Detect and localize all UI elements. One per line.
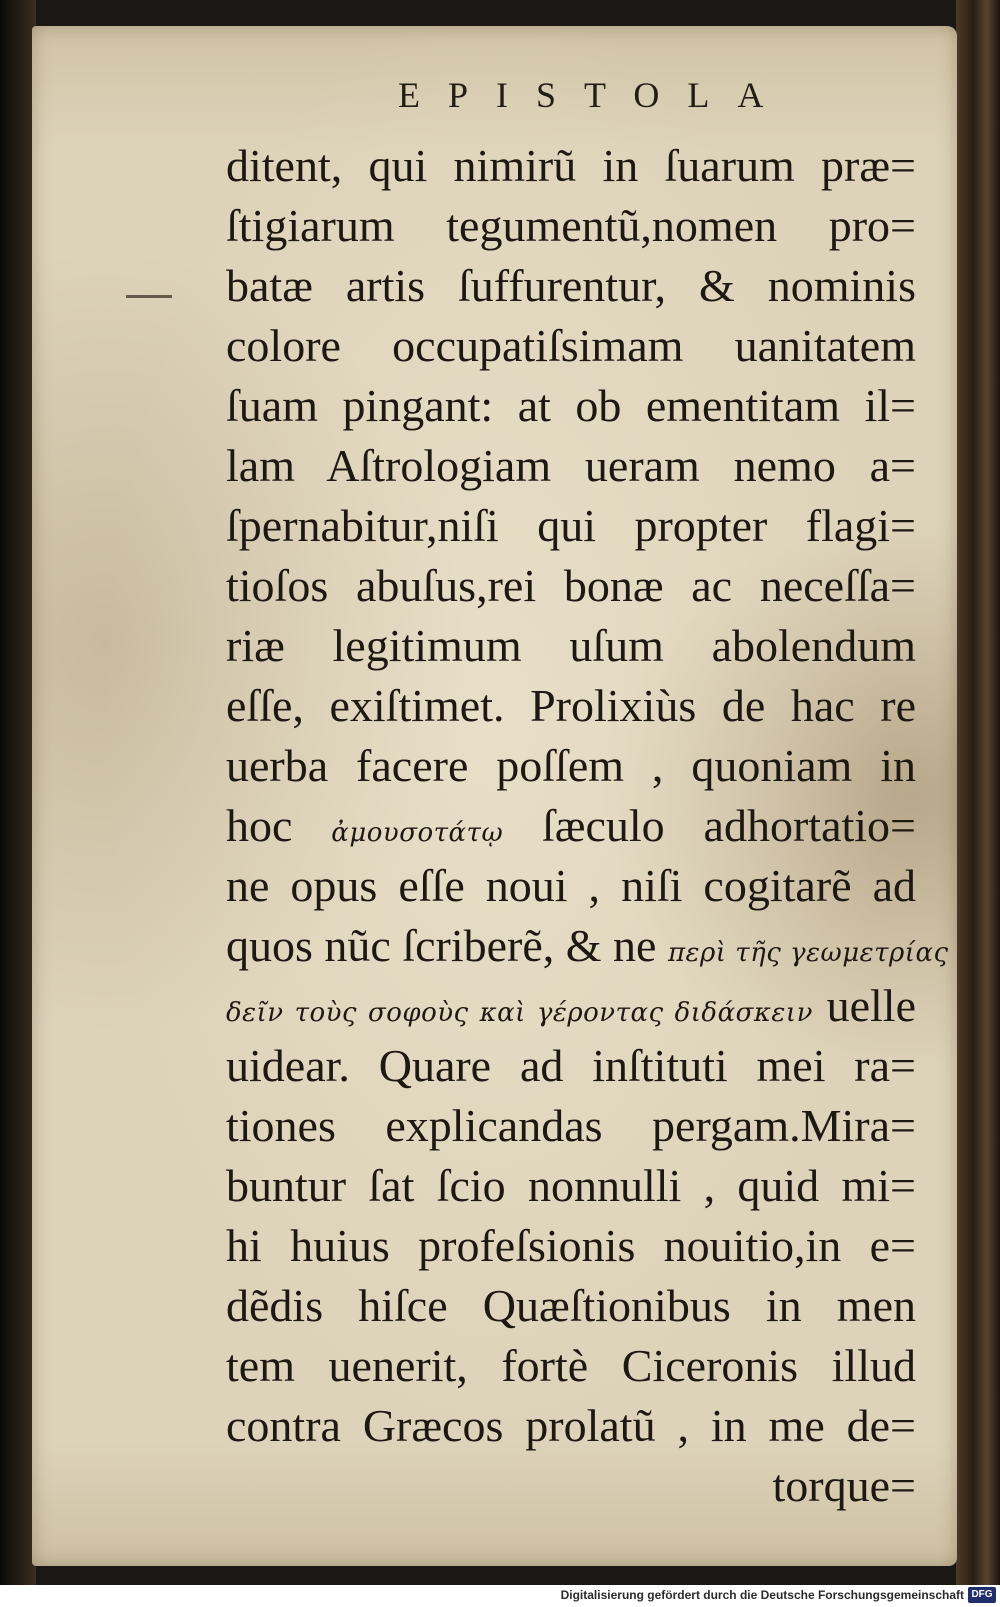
line-14-latin: quos nũc ſcriberẽ, & ne xyxy=(226,920,657,971)
digitization-footer xyxy=(0,1585,1000,1607)
text-line-5: ſuam pingant: at ob ementitam il= xyxy=(226,380,916,431)
line-15-latin: uelle xyxy=(826,980,917,1031)
text-line-8: tioſos abuſus,rei bonæ ac neceſſa= xyxy=(226,560,916,611)
greek-word-amousotato: ἀμουσοτάτῳ xyxy=(331,818,504,848)
book-gutter-shadow xyxy=(0,0,36,1585)
text-line-2: ſtigiarum tegumentũ,nomen pro= xyxy=(226,200,916,251)
text-line-3: batæ artis ſuffurentur, & nominis xyxy=(226,260,916,311)
text-line-7: ſpernabitur,niſi qui propter flagi= xyxy=(226,500,916,551)
text-line-17: tiones explicandas pergam.Mira= xyxy=(226,1100,916,1151)
text-line-12 xyxy=(226,796,916,856)
text-line-4: colore occupatiſsimam uanitatem xyxy=(226,320,916,371)
catchword: torque= xyxy=(772,1460,916,1511)
greek-phrase-geometria: περὶ τῆς γεωμετρίας xyxy=(667,938,949,968)
text-line-10: eſſe, exiſtimet. Prolixiùs de hac re xyxy=(226,680,916,731)
footer-credit: Digitalisierung gefördert durch die Deutsche Forschungsgemeinschaft xyxy=(560,1588,964,1602)
text-line-11: uerba facere poſſem , quoniam in xyxy=(226,740,916,791)
dfg-logo: DFG xyxy=(968,1587,996,1603)
greek-phrase-didaskein: δεῖν τοὺς σοφοὺς καὶ γέροντας διδάσκειν xyxy=(226,998,813,1028)
text-line-9: riæ legitimum uſum abolendum xyxy=(226,620,916,671)
text-line-21: tem uenerit, fortè Ciceronis illud xyxy=(226,1340,916,1391)
text-line-13: ne opus eſſe noui , niſi cogitarẽ ad xyxy=(226,860,916,911)
text-line-18: buntur ſat ſcio nonnulli , quid mi= xyxy=(226,1160,916,1211)
text-line-6: lam Aſtrologiam ueram nemo a= xyxy=(226,440,916,491)
text-line-15 xyxy=(226,976,916,1036)
text-line-20: dẽdis hiſce Quæſtionibus in men xyxy=(226,1280,916,1331)
text-line-14 xyxy=(226,916,949,976)
running-head: EPISTOLA xyxy=(398,75,792,115)
text-block xyxy=(226,136,949,1516)
text-line-19: hi huius profeſsionis nouitio,in e= xyxy=(226,1220,916,1271)
margin-mark xyxy=(126,295,172,298)
text-line-1: ditent, qui nimirũ in ſuarum præ= xyxy=(226,140,916,191)
book-fore-edge xyxy=(956,0,1000,1585)
text-line-22: contra Græcos prolatũ , in me de= xyxy=(226,1400,916,1451)
text-line-16: uidear. Quare ad inſtituti mei ra= xyxy=(226,1040,916,1091)
line-12-prefix: hoc xyxy=(226,800,293,851)
line-12-latin: ſæculo adhortatio= xyxy=(542,800,916,851)
